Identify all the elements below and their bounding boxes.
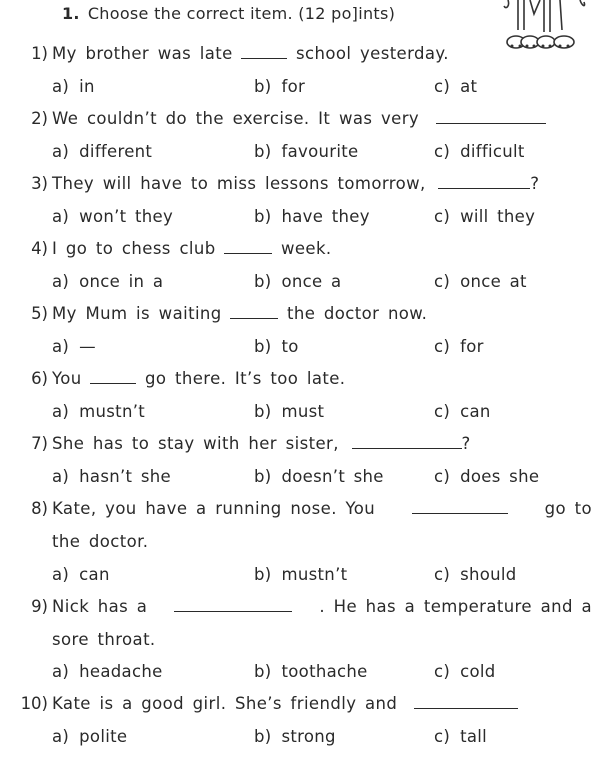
question-text: They will have to miss lessons tomorrow, ? (52, 174, 540, 193)
option-b[interactable]: b) mustn’t (254, 565, 348, 584)
option-c[interactable]: c) can (434, 402, 491, 421)
question-text: We couldn’t do the exercise. It was very (52, 109, 546, 128)
option-c[interactable]: c) tall (434, 727, 488, 746)
option-a[interactable]: a) won’t they (52, 207, 174, 226)
question-text: Kate is a good girl. She’s friendly and (52, 694, 518, 713)
option-a[interactable]: a) different (52, 142, 153, 161)
cartoon-feet-illustration (500, 0, 595, 55)
option-a[interactable]: a) can (52, 565, 110, 584)
answer-blank[interactable] (90, 369, 136, 384)
question-number: 3) (31, 174, 48, 193)
question-text: My Mum is waiting the doctor now. (52, 304, 428, 323)
question-text: She has to stay with her sister, ? (52, 434, 471, 453)
question-text: Kate, you have a running nose. You go to (52, 499, 592, 518)
question-number: 8) (31, 499, 48, 518)
question-number: 5) (31, 304, 48, 323)
option-a[interactable]: a) in (52, 77, 95, 96)
option-a[interactable]: a) polite (52, 727, 128, 746)
question-number: 4) (31, 239, 48, 258)
question-number: 6) (31, 369, 48, 388)
answer-blank[interactable] (241, 44, 287, 59)
option-c[interactable]: c) does she (434, 467, 540, 486)
option-b[interactable]: b) favourite (254, 142, 359, 161)
answer-blank[interactable] (352, 434, 462, 449)
exercise-title (62, 4, 395, 23)
question-number: 7) (31, 434, 48, 453)
question-text: My brother was late school yesterday. (52, 44, 449, 63)
question-text: Nick has a . He has a temperature and a (52, 597, 592, 616)
option-b[interactable]: b) once a (254, 272, 342, 291)
question-number: 10) (20, 694, 48, 713)
exercise-number: 1. (62, 4, 80, 23)
question-text-continued: sore throat. (52, 630, 156, 649)
option-c[interactable]: c) once at (434, 272, 527, 291)
option-c[interactable]: c) cold (434, 662, 496, 681)
option-a[interactable]: a) headache (52, 662, 163, 681)
answer-blank[interactable] (412, 499, 508, 514)
answer-blank[interactable] (414, 694, 518, 709)
question-number: 9) (31, 597, 48, 616)
question-text: I go to chess club week. (52, 239, 332, 258)
answer-blank[interactable] (436, 109, 546, 124)
option-a[interactable]: a) once in a (52, 272, 164, 291)
option-a[interactable]: a) hasn’t she (52, 467, 171, 486)
answer-blank[interactable] (438, 174, 530, 189)
answer-blank[interactable] (230, 304, 278, 319)
option-c[interactable]: c) should (434, 565, 517, 584)
option-b[interactable]: b) to (254, 337, 299, 356)
option-c[interactable]: c) at (434, 77, 478, 96)
option-b[interactable]: b) strong (254, 727, 336, 746)
option-c[interactable]: c) difficult (434, 142, 525, 161)
option-a[interactable]: a) mustn’t (52, 402, 146, 421)
option-b[interactable]: b) have they (254, 207, 370, 226)
option-a[interactable]: a) — (52, 337, 96, 356)
option-b[interactable]: b) for (254, 77, 306, 96)
option-b[interactable]: b) toothache (254, 662, 368, 681)
question-number: 1) (31, 44, 48, 63)
answer-blank[interactable] (174, 597, 292, 612)
question-text: You go there. It’s too late. (52, 369, 346, 388)
question-number: 2) (31, 109, 48, 128)
option-c[interactable]: c) for (434, 337, 484, 356)
option-b[interactable]: b) must (254, 402, 325, 421)
answer-blank[interactable] (224, 239, 272, 254)
question-text-continued: the doctor. (52, 532, 149, 551)
option-b[interactable]: b) doesn’t she (254, 467, 384, 486)
exercise-instruction: Choose the correct item. (12 po]ints) (87, 4, 396, 23)
option-c[interactable]: c) will they (434, 207, 536, 226)
